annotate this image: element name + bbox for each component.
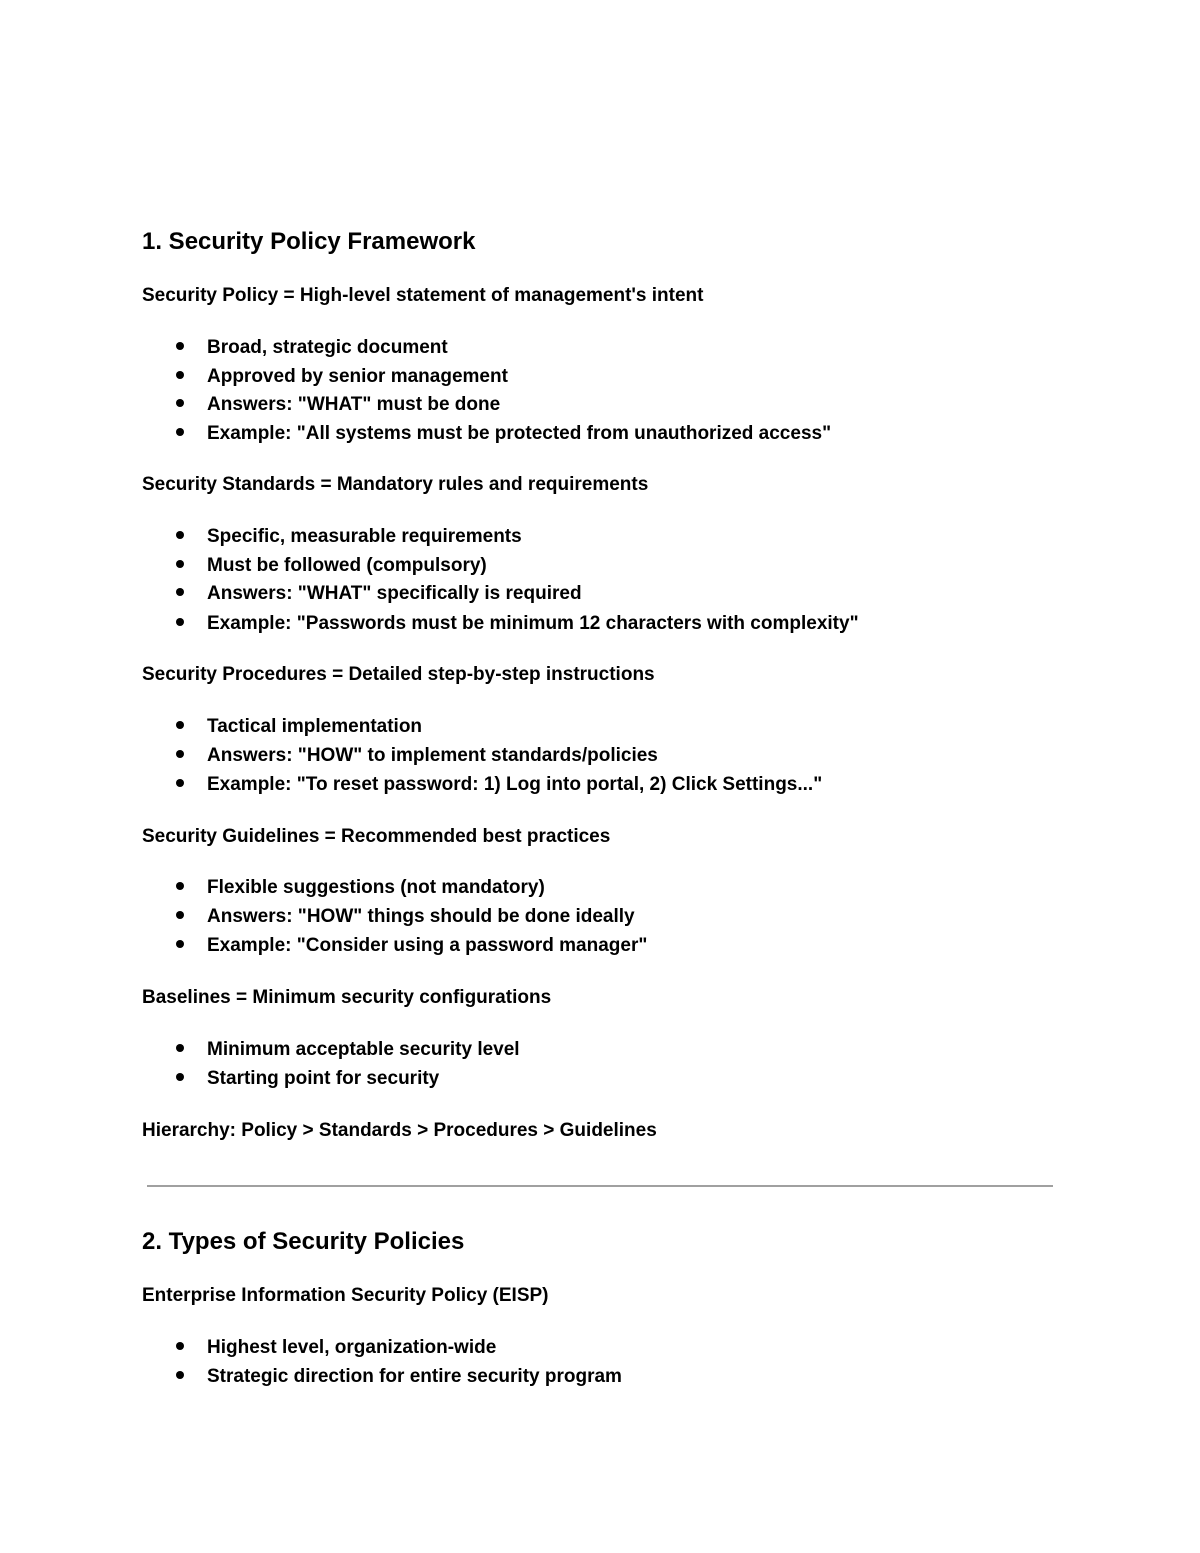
bullet-icon [176, 399, 184, 407]
bullet-icon [176, 1371, 184, 1379]
bullet-icon [176, 342, 184, 350]
bullet-icon [176, 1044, 184, 1052]
list-item: Specific, measurable requirements [176, 525, 522, 549]
list-item: Example: "Consider using a password manager" [176, 934, 647, 958]
list-item: Answers: "HOW" things should be done ideally [176, 905, 635, 929]
list-item: Example: "Passwords must be minimum 12 characters with complexity" [176, 612, 859, 636]
list-item: Approved by senior management [176, 365, 508, 389]
bullet-icon [176, 560, 184, 568]
bullet-icon [176, 371, 184, 379]
bullet-icon [176, 882, 184, 890]
bullet-icon [176, 618, 184, 626]
list-item: Flexible suggestions (not mandatory) [176, 876, 545, 900]
security-guidelines-label: Security Guidelines = Recommended best practices [142, 826, 611, 847]
security-policy-label: Security Policy = High-level statement of management's intent [142, 285, 704, 306]
bullet-icon [176, 721, 184, 729]
security-procedures-label: Security Procedures = Detailed step-by-step instructions [142, 664, 655, 685]
section-1-title: 1. Security Policy Framework [142, 228, 476, 255]
list-item: Answers: "WHAT" specifically is required [176, 582, 582, 606]
baselines-label: Baselines = Minimum security configurations [142, 987, 552, 1008]
list-item: Example: "To reset password: 1) Log into portal, 2) Click Settings..." [176, 773, 822, 797]
list-item: Must be followed (compulsory) [176, 554, 487, 578]
hierarchy-line: Hierarchy: Policy > Standards > Procedures > Guidelines [142, 1120, 657, 1141]
bullet-icon [176, 1342, 184, 1350]
list-item: Strategic direction for entire security program [176, 1365, 622, 1389]
bullet-icon [176, 750, 184, 758]
bullet-icon [176, 531, 184, 539]
list-item: Example: "All systems must be protected from unauthorized access" [176, 422, 831, 446]
list-item: Highest level, organization-wide [176, 1336, 496, 1360]
bullet-icon [176, 940, 184, 948]
list-item: Minimum acceptable security level [176, 1038, 520, 1062]
list-item: Answers: "HOW" to implement standards/policies [176, 744, 658, 768]
bullet-icon [176, 1073, 184, 1081]
security-standards-label: Security Standards = Mandatory rules and requirements [142, 474, 649, 495]
list-item: Starting point for security [176, 1067, 439, 1091]
section-2-title: 2. Types of Security Policies [142, 1228, 465, 1255]
bullet-icon [176, 779, 184, 787]
list-item: Answers: "WHAT" must be done [176, 393, 500, 417]
bullet-icon [176, 428, 184, 436]
list-item: Broad, strategic document [176, 336, 448, 360]
eisp-label: Enterprise Information Security Policy (EISP) [142, 1285, 549, 1306]
bullet-icon [176, 911, 184, 919]
horizontal-divider [147, 1185, 1053, 1187]
list-item: Tactical implementation [176, 715, 422, 739]
bullet-icon [176, 588, 184, 596]
